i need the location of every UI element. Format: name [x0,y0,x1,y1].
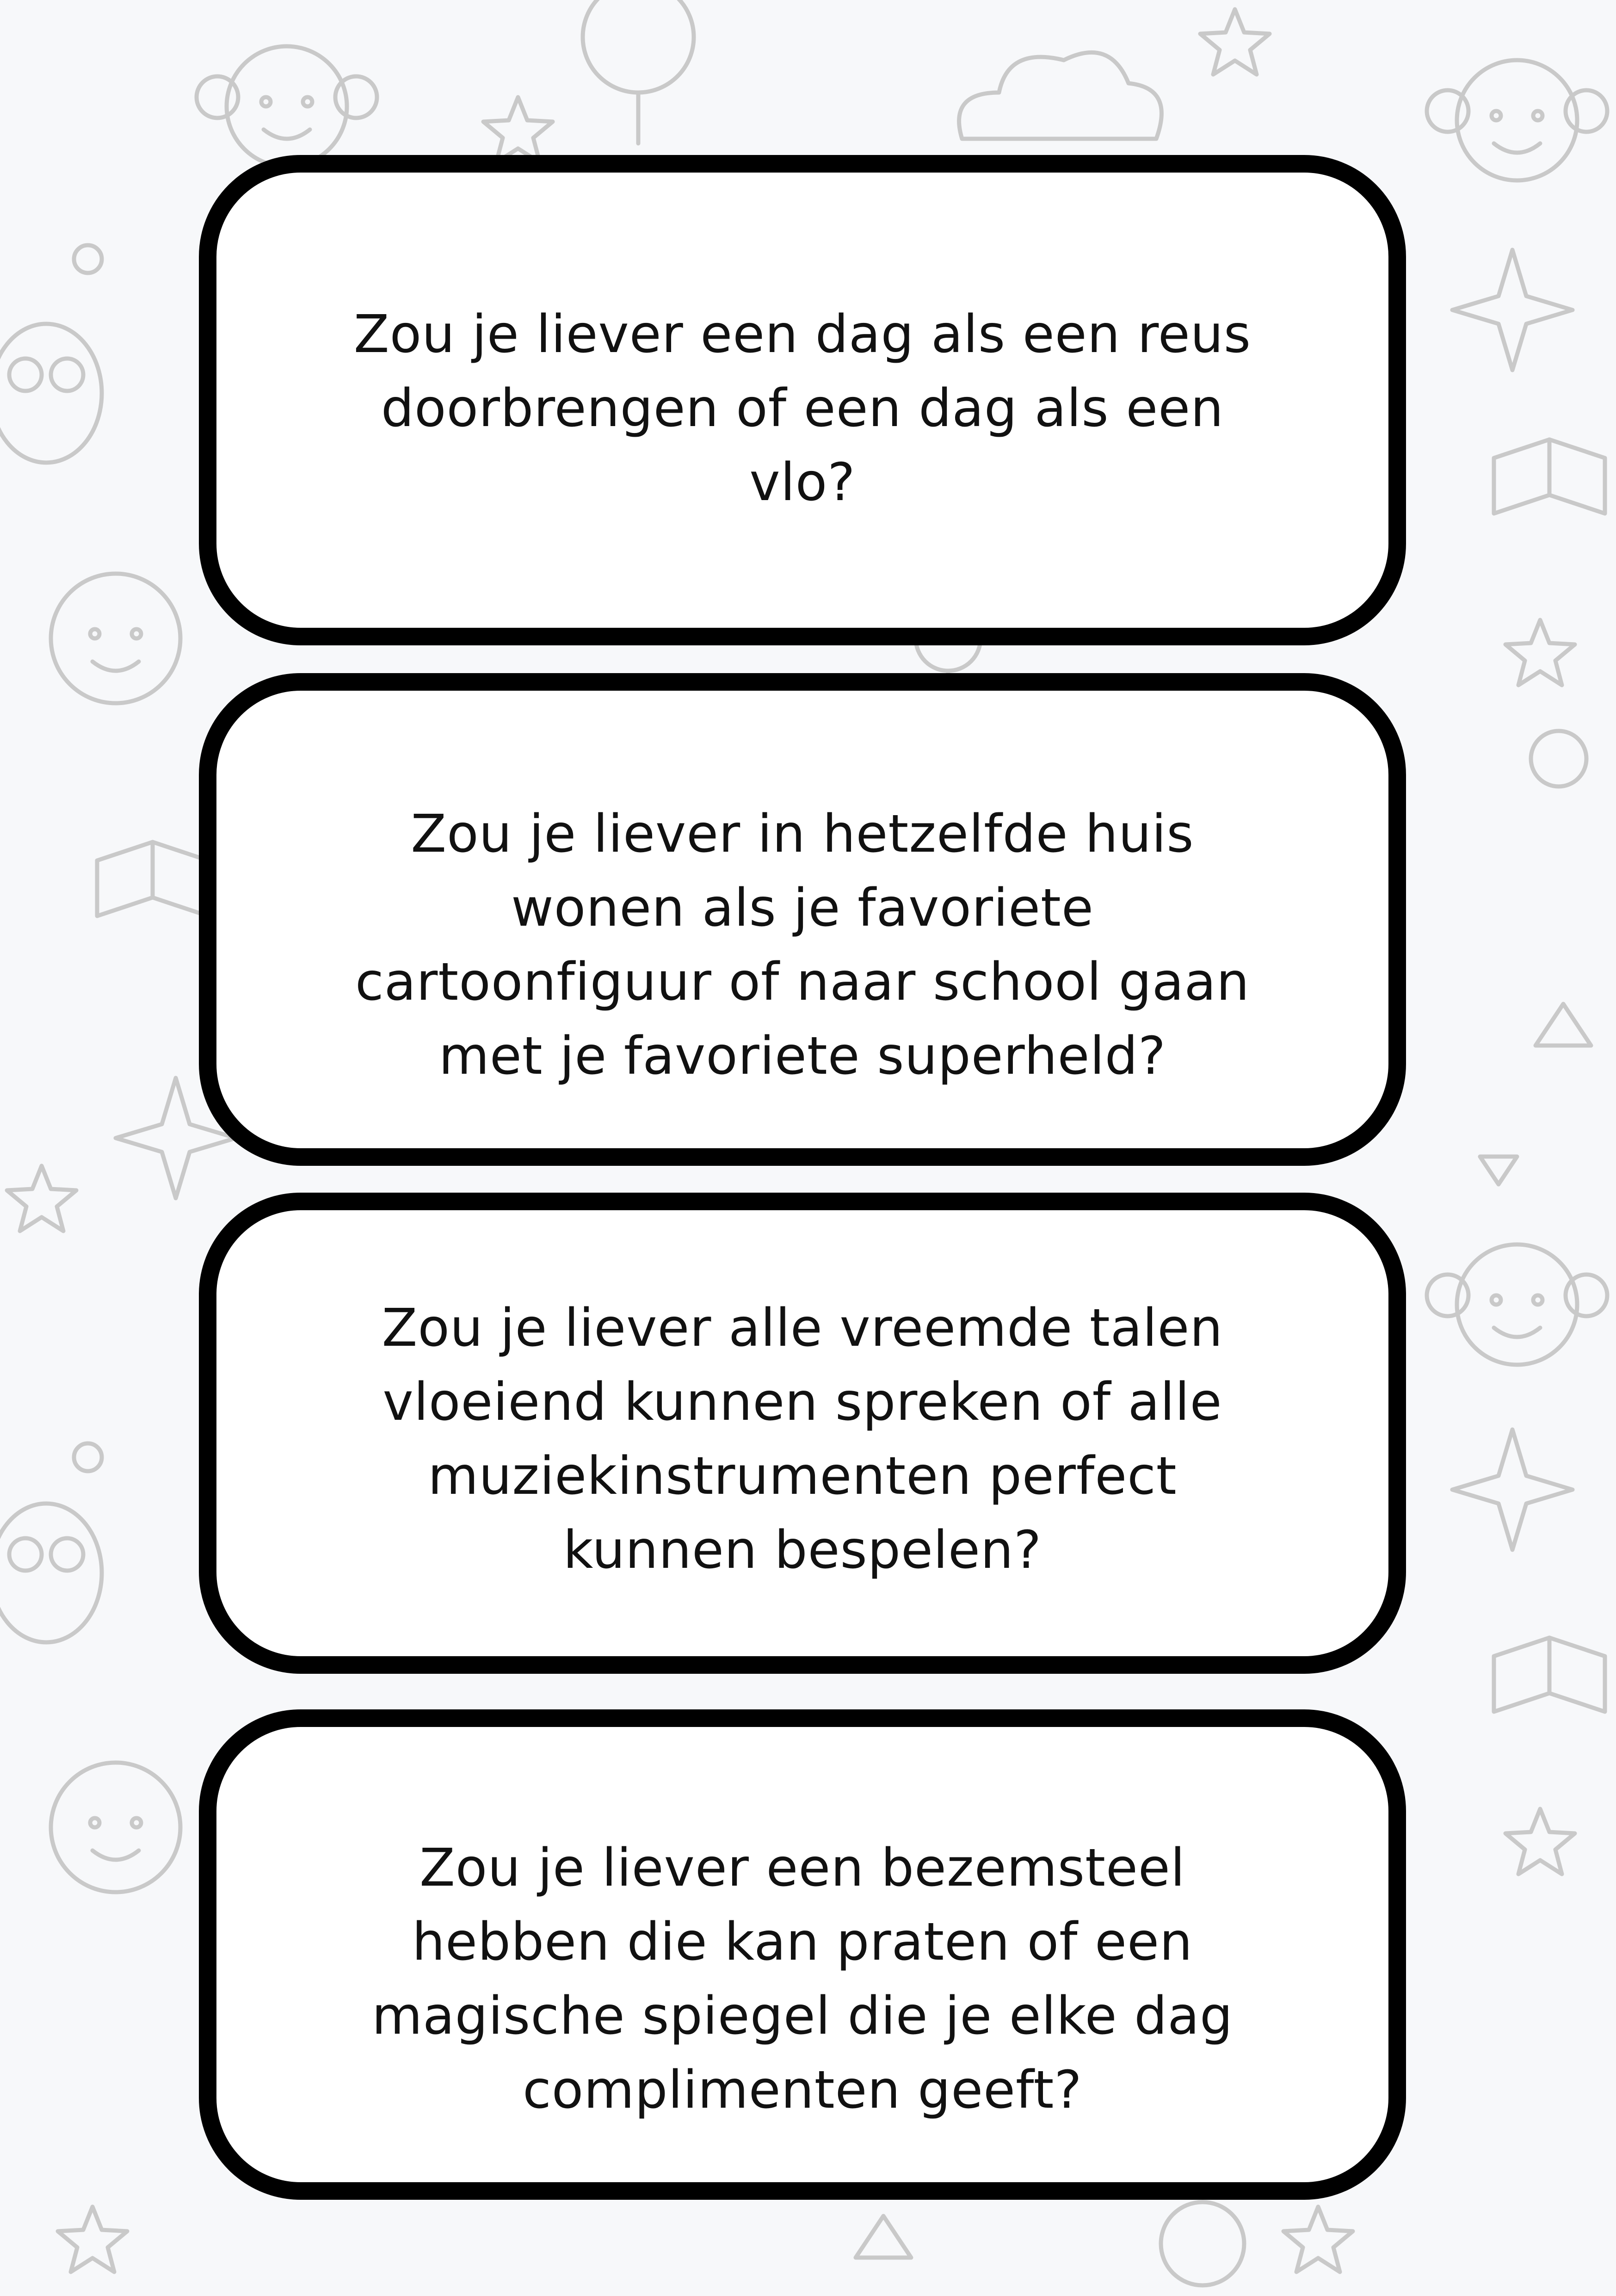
monkey-face-icon [51,574,180,703]
question-card-2 [199,673,1406,1166]
star-icon [483,97,553,162]
monkey-face-icon [197,46,377,167]
triangle-icon [1536,1004,1591,1046]
circle-doodle-icon [1531,731,1586,786]
star-icon [1283,2207,1353,2272]
circle-doodle-icon [74,1443,102,1471]
star-icon [1200,9,1270,74]
star-icon [1505,1809,1575,1874]
circle-doodle-icon [1161,2202,1244,2285]
question-card-3 [199,1193,1406,1674]
open-book-icon [1494,439,1605,514]
tree-icon [583,0,694,143]
owl-icon [0,324,102,463]
question-card-1 [199,155,1406,645]
cloud-icon [959,52,1162,139]
monkey-face-icon [1427,60,1607,180]
sparkle-icon [1452,250,1573,370]
question-text-3: Zou je liever alle vreemde talen vloeiend kunnen spreken of alle muziekinstrumenten perfect kunnen bespelen? [382,1298,1223,1580]
star-icon [7,1166,76,1231]
triangle-icon [856,2216,911,2258]
open-book-icon [1494,1638,1605,1712]
question-text-2: Zou je liever in hetzelfde huis wonen als je favoriete cartoonfiguur of naar school gaan met je favoriete superheld? [355,804,1250,1086]
open-book-icon [97,842,208,916]
question-text-4: Zou je liever een bezemsteel hebben die kan praten of een magische spiegel die je elke dag complimenten geeft? [371,1838,1234,2120]
sparkle-icon [1452,1430,1573,1550]
triangle-icon [1480,1157,1517,1184]
owl-icon [0,1504,102,1642]
monkey-face-icon [1427,1244,1607,1365]
star-icon [1505,620,1575,685]
question-card-4 [199,1709,1406,2200]
monkey-face-icon [51,1763,180,1892]
star-icon [58,2207,127,2272]
question-text-1: Zou je liever een dag als een reus doorbrengen of een dag als een vlo? [353,304,1252,513]
circle-doodle-icon [74,245,102,273]
